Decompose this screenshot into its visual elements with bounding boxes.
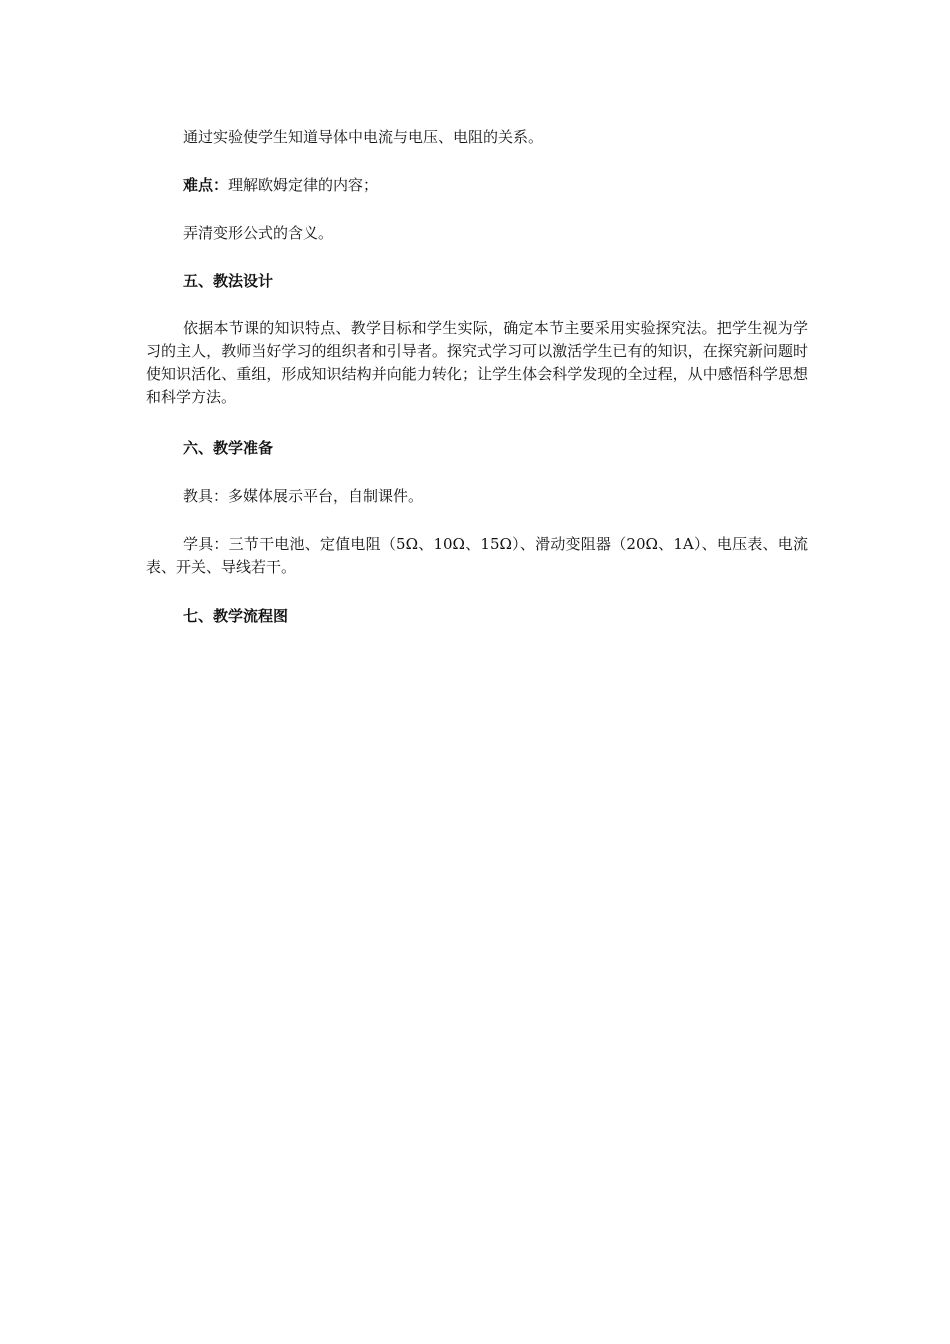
- difficulty-line-2: 弄清变形公式的含义。: [183, 224, 334, 242]
- key-point-line: 通过实验使学生知道导体中电流与电压、电阻的关系。: [183, 128, 544, 146]
- section-five-body: 依据本节课的知识特点、教学目标和学生实际，确定本节主要采用实验探究法。把学生视为学习的主人，教师当好学习的组织者和引导者。探究式学习可以激活学生已有的知识，在探究新问题时使知识活化、重组，形成知识结构并向能力转化；让学生体会科学发现的全过程，从中感悟科学思想和科学方法。: [146, 319, 808, 406]
- student-tools-paragraph: 学具：三节干电池、定值电阻（5Ω、10Ω、15Ω）、滑动变阻器（20Ω、1A）、电压表、电流表、开关、导线若干。: [146, 535, 808, 576]
- difficulty-label: 难点：: [183, 176, 229, 194]
- difficulty-text: 理解欧姆定律的内容；: [228, 176, 379, 194]
- teaching-tools-line: 教具：多媒体展示平台，自制课件。: [183, 487, 424, 505]
- difficulty-line: [146, 174, 808, 197]
- section-six-heading: 六、教学准备: [183, 439, 274, 457]
- section-five-heading: 五、教法设计: [183, 272, 274, 290]
- section-seven-heading: 七、教学流程图: [183, 607, 289, 625]
